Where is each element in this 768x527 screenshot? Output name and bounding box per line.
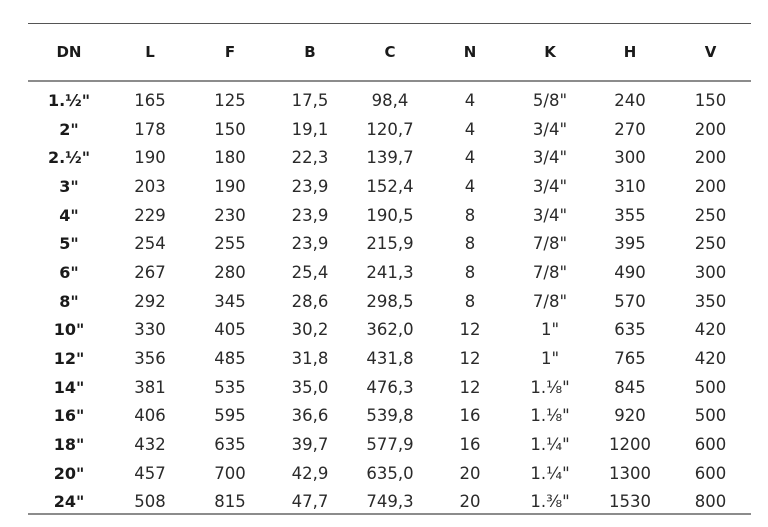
cell-n: 8 xyxy=(464,205,476,225)
cell-n: 20 xyxy=(459,463,481,483)
cell-b: 36,6 xyxy=(291,406,329,426)
cell-h: 1300 xyxy=(609,463,651,483)
column-header-v: V xyxy=(704,43,717,61)
cell-h: 845 xyxy=(614,377,646,397)
cell-v: 200 xyxy=(694,119,727,139)
cell-c: 98,4 xyxy=(371,90,409,110)
cell-dn: 1.½" xyxy=(47,90,91,110)
cell-l: 406 xyxy=(134,406,166,426)
cell-c: 241,3 xyxy=(366,262,414,282)
cell-v: 500 xyxy=(694,406,727,426)
column-header-n: N xyxy=(463,43,477,61)
cell-c: 215,9 xyxy=(366,234,414,254)
cell-f: 280 xyxy=(214,262,246,282)
cell-b: 23,9 xyxy=(291,205,329,225)
table-row xyxy=(28,373,751,402)
cell-c: 298,5 xyxy=(366,291,414,311)
cell-dn: 6" xyxy=(59,262,79,282)
cell-n: 12 xyxy=(459,349,481,369)
cell-l: 356 xyxy=(134,349,166,369)
cell-v: 420 xyxy=(694,320,727,340)
cell-k: 1.⅛" xyxy=(530,406,570,426)
column-header-f: F xyxy=(224,43,236,61)
column-header-b: B xyxy=(304,43,316,61)
table-row xyxy=(28,344,751,373)
cell-f: 535 xyxy=(214,377,246,397)
cell-h: 570 xyxy=(614,291,646,311)
cell-b: 22,3 xyxy=(291,148,329,168)
cell-f: 485 xyxy=(214,349,246,369)
cell-k: 7/8" xyxy=(532,291,568,311)
cell-h: 765 xyxy=(614,349,646,369)
column-header-dn: DN xyxy=(56,43,82,61)
cell-k: 1" xyxy=(540,320,560,340)
cell-n: 8 xyxy=(464,262,476,282)
cell-n: 12 xyxy=(459,320,481,340)
cell-f: 150 xyxy=(214,119,246,139)
cell-v: 250 xyxy=(694,205,727,225)
table-row xyxy=(28,459,751,488)
cell-k: 3/4" xyxy=(532,205,568,225)
dimensions-table xyxy=(28,24,751,516)
cell-b: 42,9 xyxy=(291,463,329,483)
cell-l: 432 xyxy=(134,435,166,455)
cell-dn: 2" xyxy=(59,119,79,139)
cell-f: 345 xyxy=(214,291,246,311)
table-row xyxy=(28,258,751,287)
table-row xyxy=(28,430,751,459)
cell-l: 254 xyxy=(134,234,166,254)
cell-b: 23,9 xyxy=(291,176,329,196)
cell-k: 7/8" xyxy=(532,234,568,254)
cell-k: 3/4" xyxy=(532,176,568,196)
cell-n: 4 xyxy=(464,119,476,139)
cell-b: 47,7 xyxy=(291,492,329,512)
cell-dn: 20" xyxy=(53,463,85,483)
cell-k: 7/8" xyxy=(532,262,568,282)
cell-k: 5/8" xyxy=(532,90,568,110)
cell-l: 330 xyxy=(134,320,166,340)
column-header-l: L xyxy=(145,43,155,61)
cell-b: 39,7 xyxy=(291,435,329,455)
cell-n: 16 xyxy=(459,435,481,455)
cell-l: 457 xyxy=(134,463,166,483)
cell-dn: 8" xyxy=(59,291,79,311)
cell-h: 355 xyxy=(614,205,646,225)
cell-b: 28,6 xyxy=(291,291,329,311)
cell-dn: 10" xyxy=(53,320,85,340)
cell-n: 20 xyxy=(459,492,481,512)
cell-c: 577,9 xyxy=(366,435,414,455)
cell-dn: 3" xyxy=(59,176,79,196)
cell-l: 267 xyxy=(134,262,166,282)
cell-f: 230 xyxy=(214,205,246,225)
table-row xyxy=(28,80,751,115)
cell-h: 310 xyxy=(614,176,646,196)
table-row xyxy=(28,316,751,345)
cell-l: 203 xyxy=(134,176,166,196)
cell-c: 749,3 xyxy=(366,492,414,512)
cell-v: 500 xyxy=(694,377,727,397)
cell-l: 190 xyxy=(134,148,166,168)
cell-c: 476,3 xyxy=(366,377,414,397)
cell-b: 31,8 xyxy=(291,349,329,369)
cell-v: 150 xyxy=(694,90,727,110)
cell-k: 3/4" xyxy=(532,148,568,168)
cell-b: 23,9 xyxy=(291,234,329,254)
cell-n: 8 xyxy=(464,291,476,311)
cell-f: 190 xyxy=(214,176,246,196)
cell-n: 12 xyxy=(459,377,481,397)
cell-dn: 14" xyxy=(53,377,85,397)
cell-h: 1200 xyxy=(609,435,651,455)
cell-v: 250 xyxy=(694,234,727,254)
table-row xyxy=(28,143,751,172)
cell-k: 1.¼" xyxy=(530,463,570,483)
cell-v: 200 xyxy=(694,176,727,196)
cell-f: 595 xyxy=(214,406,246,426)
cell-c: 635,0 xyxy=(366,463,414,483)
column-header-k: K xyxy=(544,43,556,61)
table-body xyxy=(28,80,751,516)
cell-b: 19,1 xyxy=(291,119,329,139)
cell-v: 600 xyxy=(694,435,727,455)
cell-h: 920 xyxy=(614,406,646,426)
cell-c: 539,8 xyxy=(366,406,414,426)
cell-dn: 5" xyxy=(59,234,79,254)
cell-h: 300 xyxy=(614,148,646,168)
cell-k: 1.⅜" xyxy=(530,492,570,512)
cell-n: 4 xyxy=(464,148,476,168)
cell-f: 815 xyxy=(214,492,246,512)
table-row xyxy=(28,201,751,230)
table-row xyxy=(28,172,751,201)
cell-f: 700 xyxy=(214,463,246,483)
cell-l: 229 xyxy=(134,205,166,225)
cell-c: 431,8 xyxy=(366,349,414,369)
cell-dn: 24" xyxy=(53,492,85,512)
cell-f: 635 xyxy=(214,435,246,455)
cell-v: 800 xyxy=(694,492,727,512)
cell-h: 240 xyxy=(614,90,646,110)
cell-n: 4 xyxy=(464,90,476,110)
cell-n: 8 xyxy=(464,234,476,254)
cell-k: 3/4" xyxy=(532,119,568,139)
cell-h: 1530 xyxy=(609,492,651,512)
cell-l: 381 xyxy=(134,377,166,397)
cell-v: 200 xyxy=(694,148,727,168)
cell-h: 270 xyxy=(614,119,646,139)
cell-v: 420 xyxy=(694,349,727,369)
cell-k: 1" xyxy=(540,349,560,369)
cell-l: 165 xyxy=(134,90,166,110)
cell-v: 350 xyxy=(694,291,727,311)
cell-c: 362,0 xyxy=(366,320,414,340)
cell-c: 190,5 xyxy=(366,205,414,225)
table-row xyxy=(28,115,751,144)
cell-b: 30,2 xyxy=(291,320,329,340)
cell-v: 300 xyxy=(694,262,727,282)
cell-h: 395 xyxy=(614,234,646,254)
cell-dn: 4" xyxy=(59,205,79,225)
cell-c: 139,7 xyxy=(366,148,414,168)
cell-b: 35,0 xyxy=(291,377,329,397)
cell-f: 125 xyxy=(214,90,246,110)
cell-k: 1.⅛" xyxy=(530,377,570,397)
table-row xyxy=(28,488,751,517)
cell-f: 255 xyxy=(214,234,246,254)
cell-f: 405 xyxy=(214,320,246,340)
cell-n: 16 xyxy=(459,406,481,426)
cell-k: 1.¼" xyxy=(530,435,570,455)
table-row xyxy=(28,402,751,431)
cell-n: 4 xyxy=(464,176,476,196)
cell-b: 17,5 xyxy=(291,90,329,110)
cell-l: 508 xyxy=(134,492,166,512)
cell-dn: 16" xyxy=(53,406,85,426)
cell-l: 178 xyxy=(134,119,166,139)
table-header-row xyxy=(28,24,751,80)
cell-b: 25,4 xyxy=(291,262,329,282)
cell-dn: 2.½" xyxy=(47,148,91,168)
cell-dn: 18" xyxy=(53,435,85,455)
column-header-h: H xyxy=(623,43,637,61)
cell-l: 292 xyxy=(134,291,166,311)
table-row xyxy=(28,229,751,258)
table-row xyxy=(28,287,751,316)
cell-h: 635 xyxy=(614,320,646,340)
cell-h: 490 xyxy=(614,262,646,282)
cell-f: 180 xyxy=(214,148,246,168)
cell-c: 152,4 xyxy=(366,176,414,196)
cell-c: 120,7 xyxy=(366,119,414,139)
cell-v: 600 xyxy=(694,463,727,483)
cell-dn: 12" xyxy=(53,349,85,369)
column-header-c: C xyxy=(384,43,396,61)
